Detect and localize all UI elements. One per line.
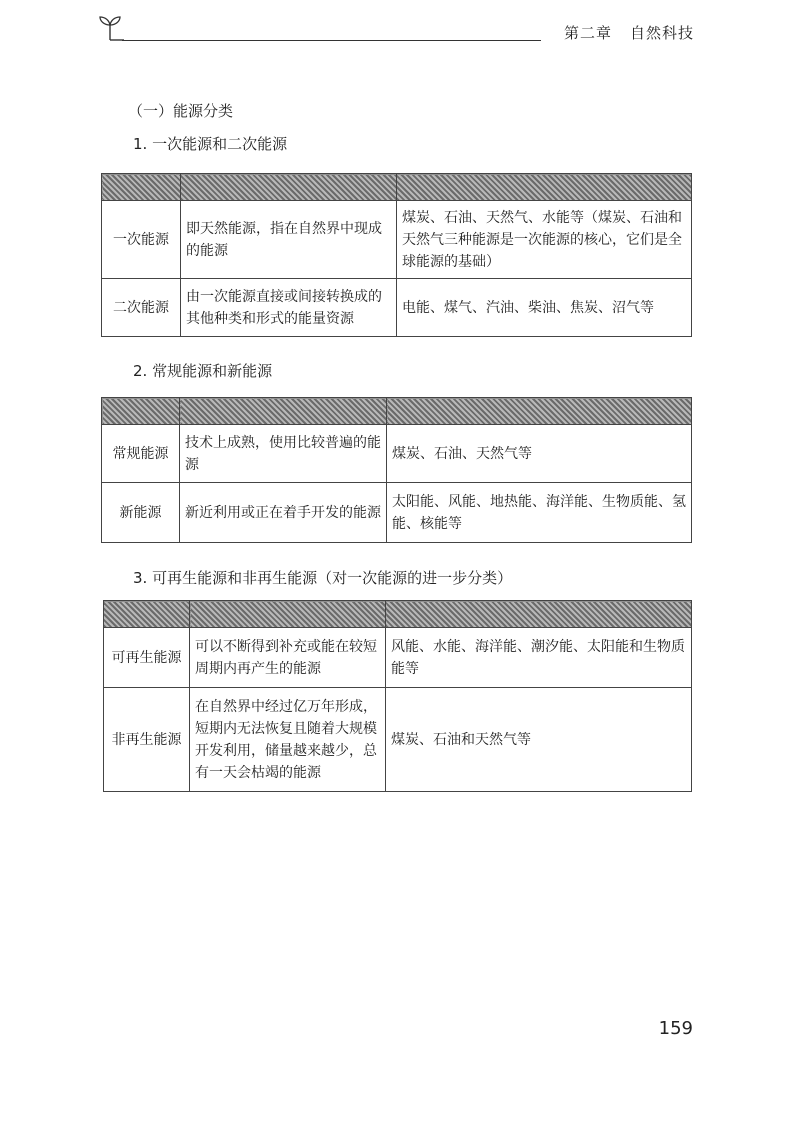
examples-cell: 风能、水能、海洋能、潮汐能、太阳能和生物质能等 xyxy=(386,628,692,688)
header-cell xyxy=(181,174,397,201)
section-title: （一）能源分类 xyxy=(128,102,234,120)
energy-type-cell: 二次能源 xyxy=(102,279,181,337)
header-cell xyxy=(104,601,190,628)
table-header-row xyxy=(102,398,692,425)
examples-cell: 煤炭、石油、天然气、水能等（煤炭、石油和天然气三种能源是一次能源的核心，它们是全球能源的基础） xyxy=(397,201,692,279)
table-row xyxy=(104,628,692,688)
table-row xyxy=(102,201,692,279)
definition-cell: 技术上成熟，使用比较普遍的能源 xyxy=(180,425,387,483)
energy-type-cell: 新能源 xyxy=(102,483,180,543)
header-cell xyxy=(102,398,180,425)
chapter-title: 自然科技 xyxy=(629,24,694,42)
energy-type-cell: 常规能源 xyxy=(102,425,180,483)
header-rule xyxy=(122,40,541,41)
header-cell xyxy=(102,174,181,201)
conventional-new-energy-table xyxy=(101,397,692,543)
table2-title: 2. 常规能源和新能源 xyxy=(133,362,273,380)
definition-cell: 新近利用或正在着手开发的能源 xyxy=(180,483,387,543)
chapter-label: 第二章 xyxy=(563,24,612,42)
table3-title: 3. 可再生能源和非再生能源（对一次能源的进一步分类） xyxy=(133,569,513,587)
renewable-nonrenewable-table xyxy=(103,600,692,792)
table-header-row xyxy=(104,601,692,628)
table-header-row xyxy=(102,174,692,201)
definition-cell: 由一次能源直接或间接转换成的其他种类和形式的能量资源 xyxy=(181,279,397,337)
energy-type-cell: 非再生能源 xyxy=(104,688,190,792)
header-cell xyxy=(180,398,387,425)
examples-cell: 煤炭、石油和天然气等 xyxy=(386,688,692,792)
table-row xyxy=(102,425,692,483)
page-header xyxy=(96,12,706,42)
examples-cell: 煤炭、石油、天然气等 xyxy=(387,425,692,483)
table-row xyxy=(102,279,692,337)
header-cell xyxy=(386,601,692,628)
definition-cell: 在自然界中经过亿万年形成，短期内无法恢复且随着大规模开发利用，储量越来越少，总有一天会枯竭的能源 xyxy=(190,688,386,792)
sprout-icon xyxy=(96,12,126,42)
header-cell xyxy=(190,601,386,628)
header-cell xyxy=(387,398,692,425)
energy-type-cell: 一次能源 xyxy=(102,201,181,279)
definition-cell: 即天然能源，指在自然界中现成的能源 xyxy=(181,201,397,279)
chapter-header xyxy=(564,22,694,43)
examples-cell: 太阳能、风能、地热能、海洋能、生物质能、氢能、核能等 xyxy=(387,483,692,543)
header-cell xyxy=(397,174,692,201)
page-number: 159 xyxy=(658,1018,693,1039)
table1-title: 1. 一次能源和二次能源 xyxy=(133,135,288,153)
primary-secondary-energy-table xyxy=(101,173,692,337)
examples-cell: 电能、煤气、汽油、柴油、焦炭、沼气等 xyxy=(397,279,692,337)
table-row xyxy=(102,483,692,543)
definition-cell: 可以不断得到补充或能在较短周期内再产生的能源 xyxy=(190,628,386,688)
table-row xyxy=(104,688,692,792)
energy-type-cell: 可再生能源 xyxy=(104,628,190,688)
